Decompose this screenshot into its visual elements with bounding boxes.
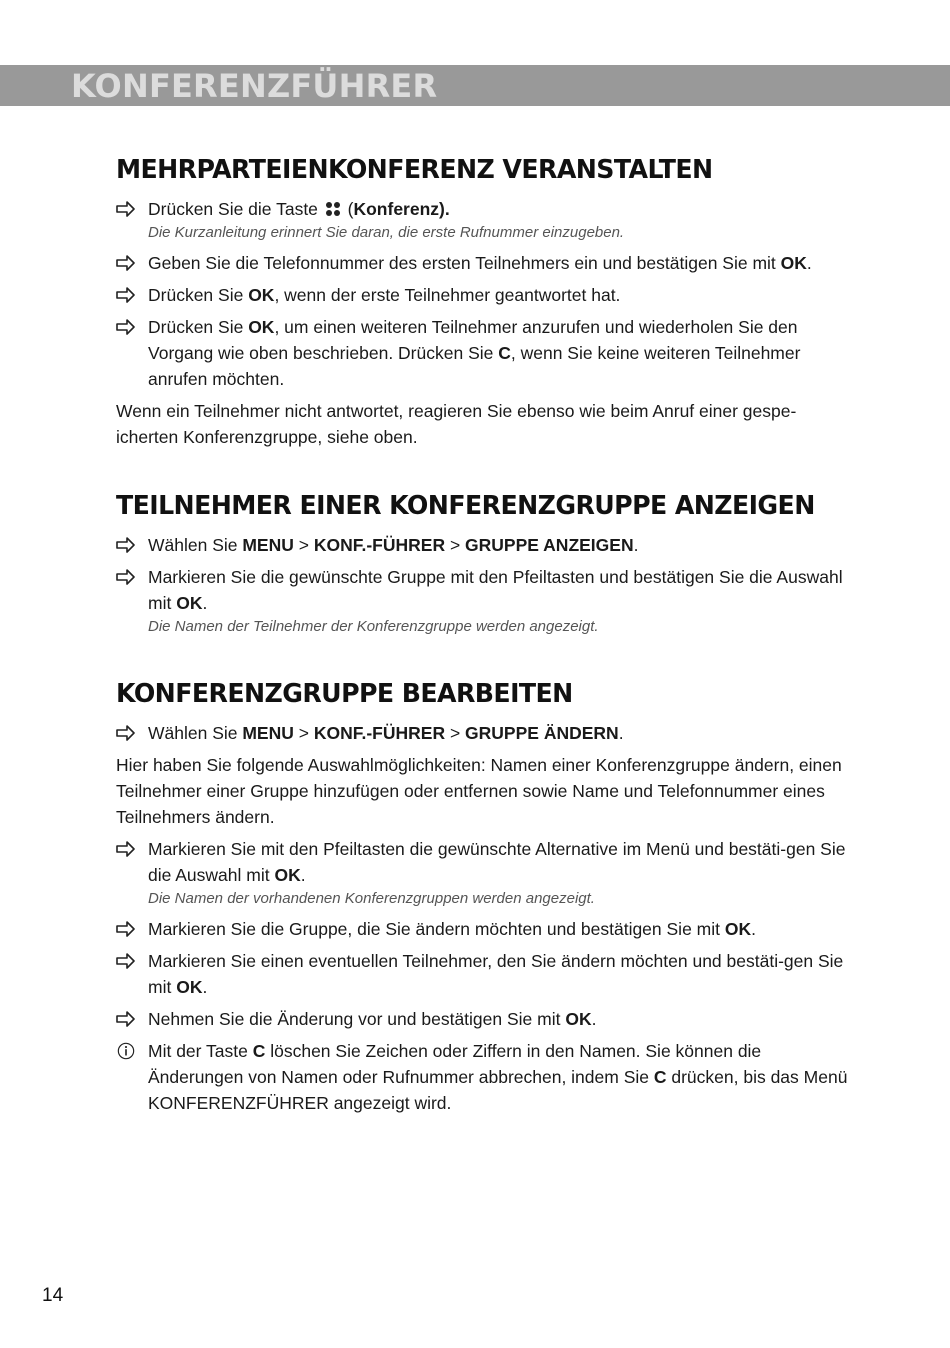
step-text: Drücken Sie	[148, 317, 249, 337]
step-text: .	[202, 593, 208, 613]
step-text: Markieren Sie einen eventuellen Teilnehmer, den Sie ändern möchten und bestäti-gen Sie mit	[148, 951, 844, 997]
step-text: .	[618, 723, 624, 743]
key-label: OK	[724, 919, 752, 939]
arrow-right-icon	[116, 286, 136, 304]
step-item	[116, 196, 856, 244]
menu-path-item: GRUPPE ANZEIGEN	[465, 535, 634, 555]
page-header-title: KONFERENZFÜHRER	[71, 67, 438, 105]
step-text: , wenn der erste Teilnehmer geantwortet hat.	[274, 285, 621, 305]
section-title: TEILNEHMER EINER KONFERENZGRUPPE ANZEIGEN	[116, 491, 815, 521]
arrow-right-icon	[116, 200, 136, 218]
step-item	[116, 282, 856, 308]
step-text: Markieren Sie mit den Pfeiltasten die gewünschte Alternative im Menü und bestäti-gen Sie die Auswahl mit	[148, 839, 846, 885]
step-text: .	[591, 1009, 597, 1029]
arrow-right-icon	[116, 318, 136, 336]
conference-key-icon	[323, 200, 343, 218]
step-text: .	[300, 865, 306, 885]
menu-path-item: MENU	[242, 723, 294, 743]
step-note: Die Namen der Teilnehmer der Konferenzgruppe werden angezeigt.	[148, 618, 599, 635]
menu-path-separator: >	[293, 723, 314, 743]
arrow-right-icon	[116, 536, 136, 554]
info-item	[116, 1038, 856, 1116]
key-label: OK	[248, 317, 275, 337]
menu-path-item: KONF.-FÜHRER	[313, 535, 446, 555]
section-title: MEHRPARTEIENKONFERENZ VERANSTALTEN	[116, 155, 713, 185]
section-title: KONFERENZGRUPPE BEARBEITEN	[116, 679, 573, 709]
body-paragraph: Wenn ein Teilnehmer nicht antwortet, reagieren Sie ebenso wie beim Anruf einer gespe-icherten Konferenzgruppe, siehe oben.	[116, 401, 797, 447]
info-text: drücken, bis das Menü KONFERENZFÜHRER angezeigt wird.	[148, 1067, 848, 1113]
menu-path-item: GRUPPE ÄNDERN	[465, 723, 619, 743]
section-edit-conference-group	[116, 674, 856, 1116]
key-label: OK	[565, 1009, 592, 1029]
step-text: .	[806, 253, 812, 273]
arrow-right-icon	[116, 952, 136, 970]
arrow-right-icon	[116, 1010, 136, 1028]
step-item	[116, 1006, 856, 1032]
menu-path-item: MENU	[242, 535, 294, 555]
step-text: Nehmen Sie die Änderung vor und bestätigen Sie mit	[148, 1009, 566, 1029]
step-text: Drücken Sie die Taste	[148, 199, 323, 219]
step-text: , wenn Sie keine weiteren Teilnehmer anrufen möchten.	[148, 343, 801, 389]
step-item	[116, 836, 856, 910]
key-label: C	[498, 343, 511, 363]
step-text: Wählen Sie	[148, 535, 243, 555]
step-text: Markieren Sie die Gruppe, die Sie ändern möchten und bestätigen Sie mit	[148, 919, 725, 939]
arrow-right-icon	[116, 920, 136, 938]
key-label: Konferenz	[353, 199, 440, 219]
section-multiparty-conference	[116, 150, 856, 450]
menu-path-separator: >	[445, 723, 466, 743]
step-text: .	[202, 977, 208, 997]
menu-path-separator: >	[445, 535, 466, 555]
step-text: .	[751, 919, 756, 939]
step-item	[116, 532, 856, 558]
key-label: OK	[248, 285, 275, 305]
menu-path-separator: >	[293, 535, 314, 555]
step-text: Wählen Sie	[148, 723, 243, 743]
step-item	[116, 564, 856, 638]
step-note: Die Namen der vorhandenen Konferenzgruppen werden angezeigt.	[148, 890, 595, 907]
step-note: Die Kurzanleitung erinnert Sie daran, die erste Rufnummer einzugeben.	[148, 224, 625, 241]
step-text: .	[633, 535, 639, 555]
info-icon	[116, 1042, 136, 1060]
step-text: , um einen weiteren Teilnehmer anzurufen und wiederholen Sie den Vorgang wie oben beschrieben. Drücken Sie	[148, 317, 798, 363]
step-text: Geben Sie die Telefonnummer des ersten Teilnehmers ein und bestätigen Sie mit	[148, 253, 781, 273]
key-label: C	[252, 1041, 266, 1061]
arrow-right-icon	[116, 724, 136, 742]
key-label: C	[653, 1067, 667, 1087]
page-content	[116, 150, 856, 1152]
step-text: Markieren Sie die gewünschte Gruppe mit den Pfeiltasten und bestätigen Sie die Auswahl mit	[148, 567, 843, 613]
arrow-right-icon	[116, 254, 136, 272]
body-paragraph: Hier haben Sie folgende Auswahlmöglichkeiten: Namen einer Konferenzgruppe ändern, einen Teilnehmer einer Gruppe hinzufügen oder entfernen sowie Name und Telefonnummer eines Teilnehmers ändern.	[116, 755, 842, 827]
arrow-right-icon	[116, 568, 136, 586]
step-item	[116, 314, 856, 392]
step-text: (	[342, 199, 354, 219]
menu-path-item: KONF.-FÜHRER	[313, 723, 446, 743]
header-banner	[0, 65, 950, 106]
step-item	[116, 948, 856, 1000]
key-label: OK	[780, 253, 807, 273]
section-show-group-members	[116, 486, 856, 638]
step-text: ).	[439, 199, 450, 219]
info-text: löschen Sie Zeichen oder Ziffern in den Namen. Sie können die Änderungen von Namen oder Rufnummer abbrechen, indem Sie	[148, 1041, 762, 1087]
page-number: 14	[42, 1285, 64, 1306]
step-item	[116, 916, 856, 942]
arrow-right-icon	[116, 840, 136, 858]
key-label: OK	[274, 865, 301, 885]
step-item	[116, 720, 856, 746]
key-label: OK	[176, 593, 203, 613]
key-label: OK	[176, 977, 203, 997]
step-text: Drücken Sie	[148, 285, 249, 305]
info-text: Mit der Taste	[148, 1041, 253, 1061]
step-item	[116, 250, 856, 276]
